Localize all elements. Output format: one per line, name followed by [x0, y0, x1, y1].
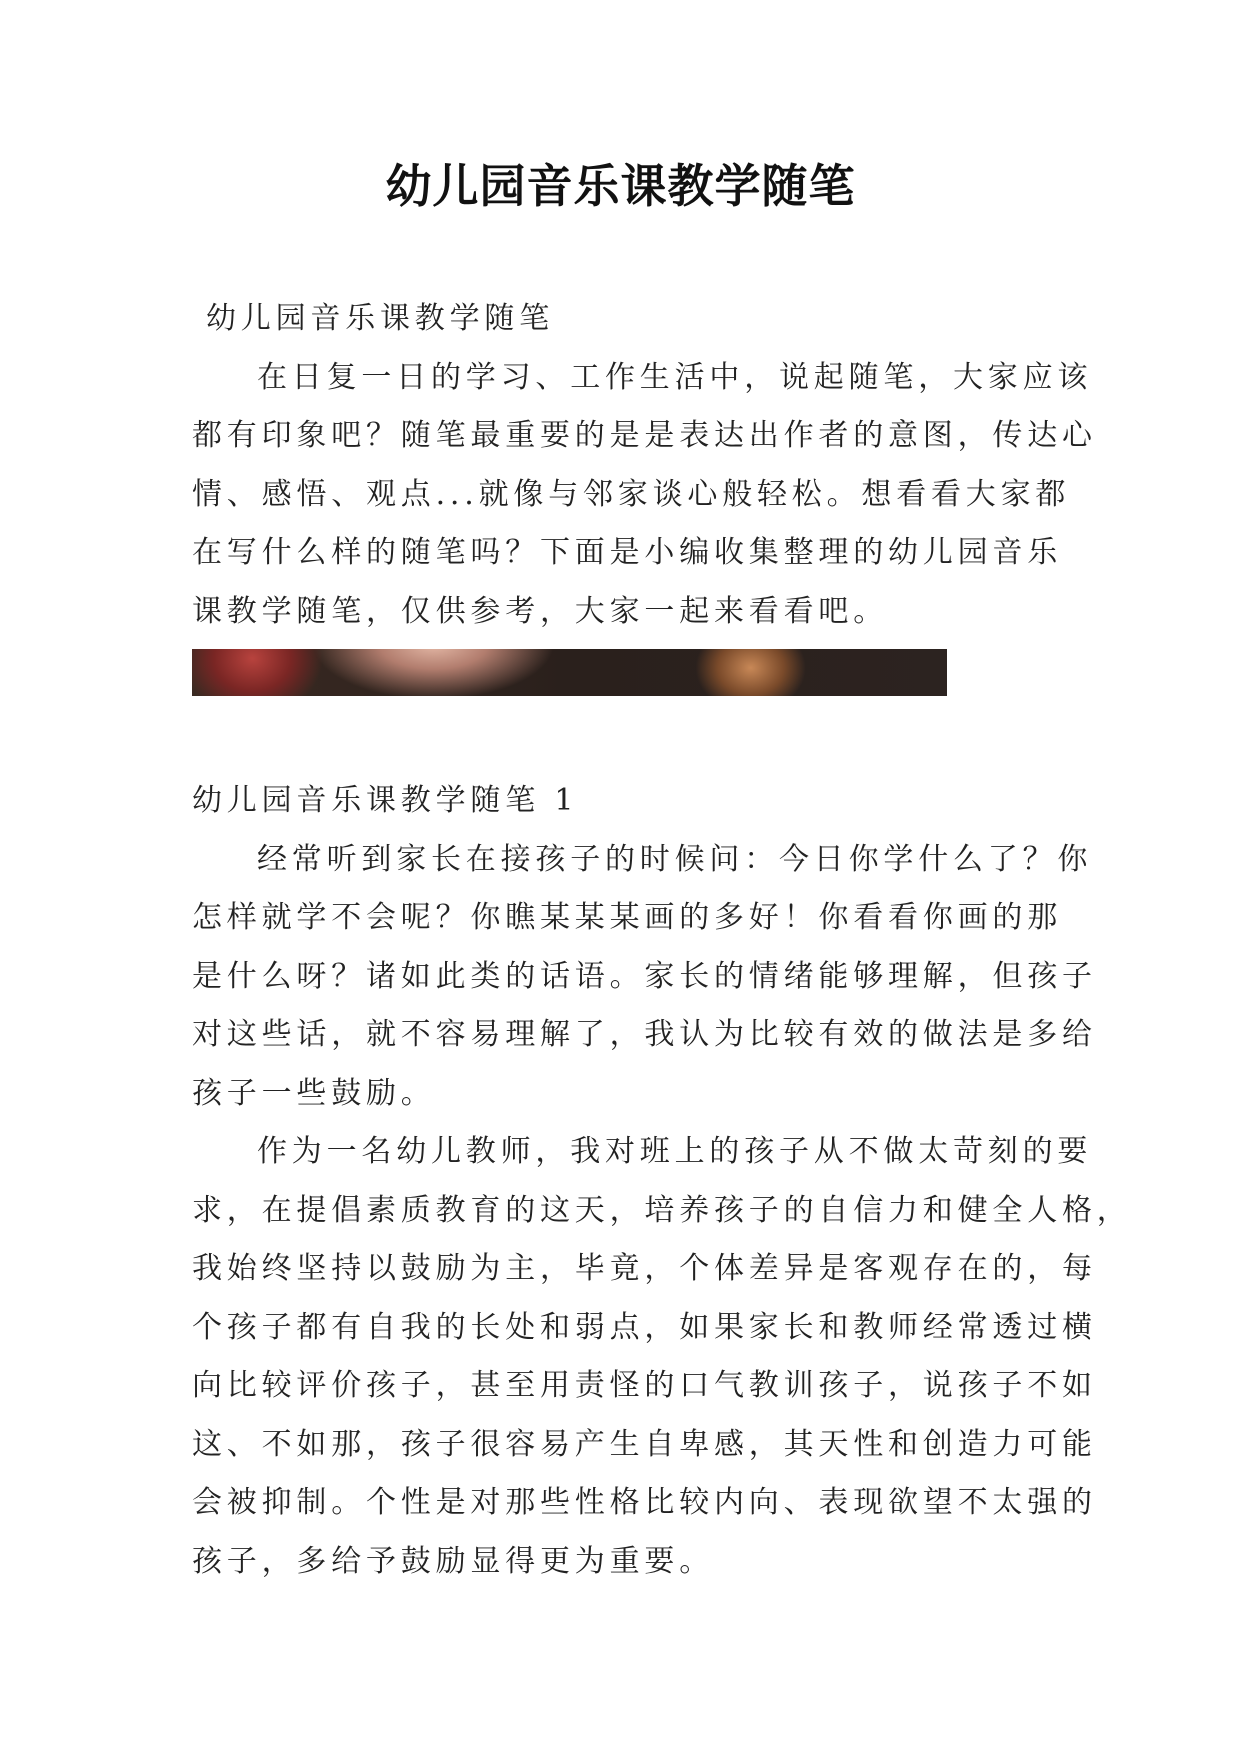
- section-title: 幼儿园音乐课教学随笔 1: [192, 783, 579, 818]
- page-title: 幼儿园音乐课教学随笔: [385, 159, 856, 213]
- paragraph-2: [192, 1123, 1132, 1591]
- paragraph-line: 怎样就学不会呢？你瞧某某某画的多好！你看看你画的那: [192, 900, 1062, 935]
- subtitle: 幼儿园音乐课教学随笔: [206, 301, 554, 336]
- paragraph-line: 我始终坚持以鼓励为主，毕竟，个体差异是客观存在的，每: [192, 1251, 1097, 1286]
- intro-paragraph: [192, 349, 1097, 642]
- intro-line: 在写什么样的随笔吗？下面是小编收集整理的幼儿园音乐: [192, 535, 1062, 570]
- paragraph-line: 孩子一些鼓励。: [192, 1075, 436, 1111]
- paragraph-line: 会被抑制。个性是对那些性格比较内向、表现欲望不太强的: [192, 1485, 1097, 1520]
- paragraph-line: 向比较评价孩子，甚至用责怪的口气教训孩子，说孩子不如: [192, 1368, 1097, 1403]
- intro-line: 都有印象吧？随笔最重要的是是表达出作者的意图，传达心: [192, 418, 1097, 453]
- paragraph-line: 孩子，多给予鼓励显得更为重要。: [192, 1543, 714, 1579]
- intro-line: 课教学随笔，仅供参考，大家一起来看看吧。: [192, 593, 888, 629]
- paragraph-line: 作为一名幼儿教师，我对班上的孩子从不做太苛刻的要: [257, 1134, 1093, 1169]
- intro-line: 情、感悟、观点...就像与邻家谈心般轻松。想看看大家都: [192, 476, 1071, 512]
- paragraph-line: 对这些话，就不容易理解了，我认为比较有效的做法是多给: [192, 1017, 1097, 1052]
- paragraph-line: 经常听到家长在接孩子的时候问：今日你学什么了？你: [257, 841, 1093, 877]
- paragraph-line: 是什么呀？诸如此类的话语。家长的情绪能够理解，但孩子: [192, 958, 1097, 994]
- paragraph-line: 求，在提倡素质教育的这天，培养孩子的自信力和健全人格，: [192, 1192, 1132, 1228]
- paragraph-line: 个孩子都有自我的长处和弱点，如果家长和教师经常透过横: [192, 1309, 1097, 1345]
- paragraph-line: 这、不如那，孩子很容易产生自卑感，其天性和创造力可能: [192, 1426, 1097, 1462]
- document-body: [192, 290, 1132, 1591]
- intro-line: 在日复一日的学习、工作生活中，说起随笔，大家应该: [257, 359, 1093, 395]
- photo-strip-image: [192, 649, 947, 696]
- paragraph-1: [192, 831, 1097, 1124]
